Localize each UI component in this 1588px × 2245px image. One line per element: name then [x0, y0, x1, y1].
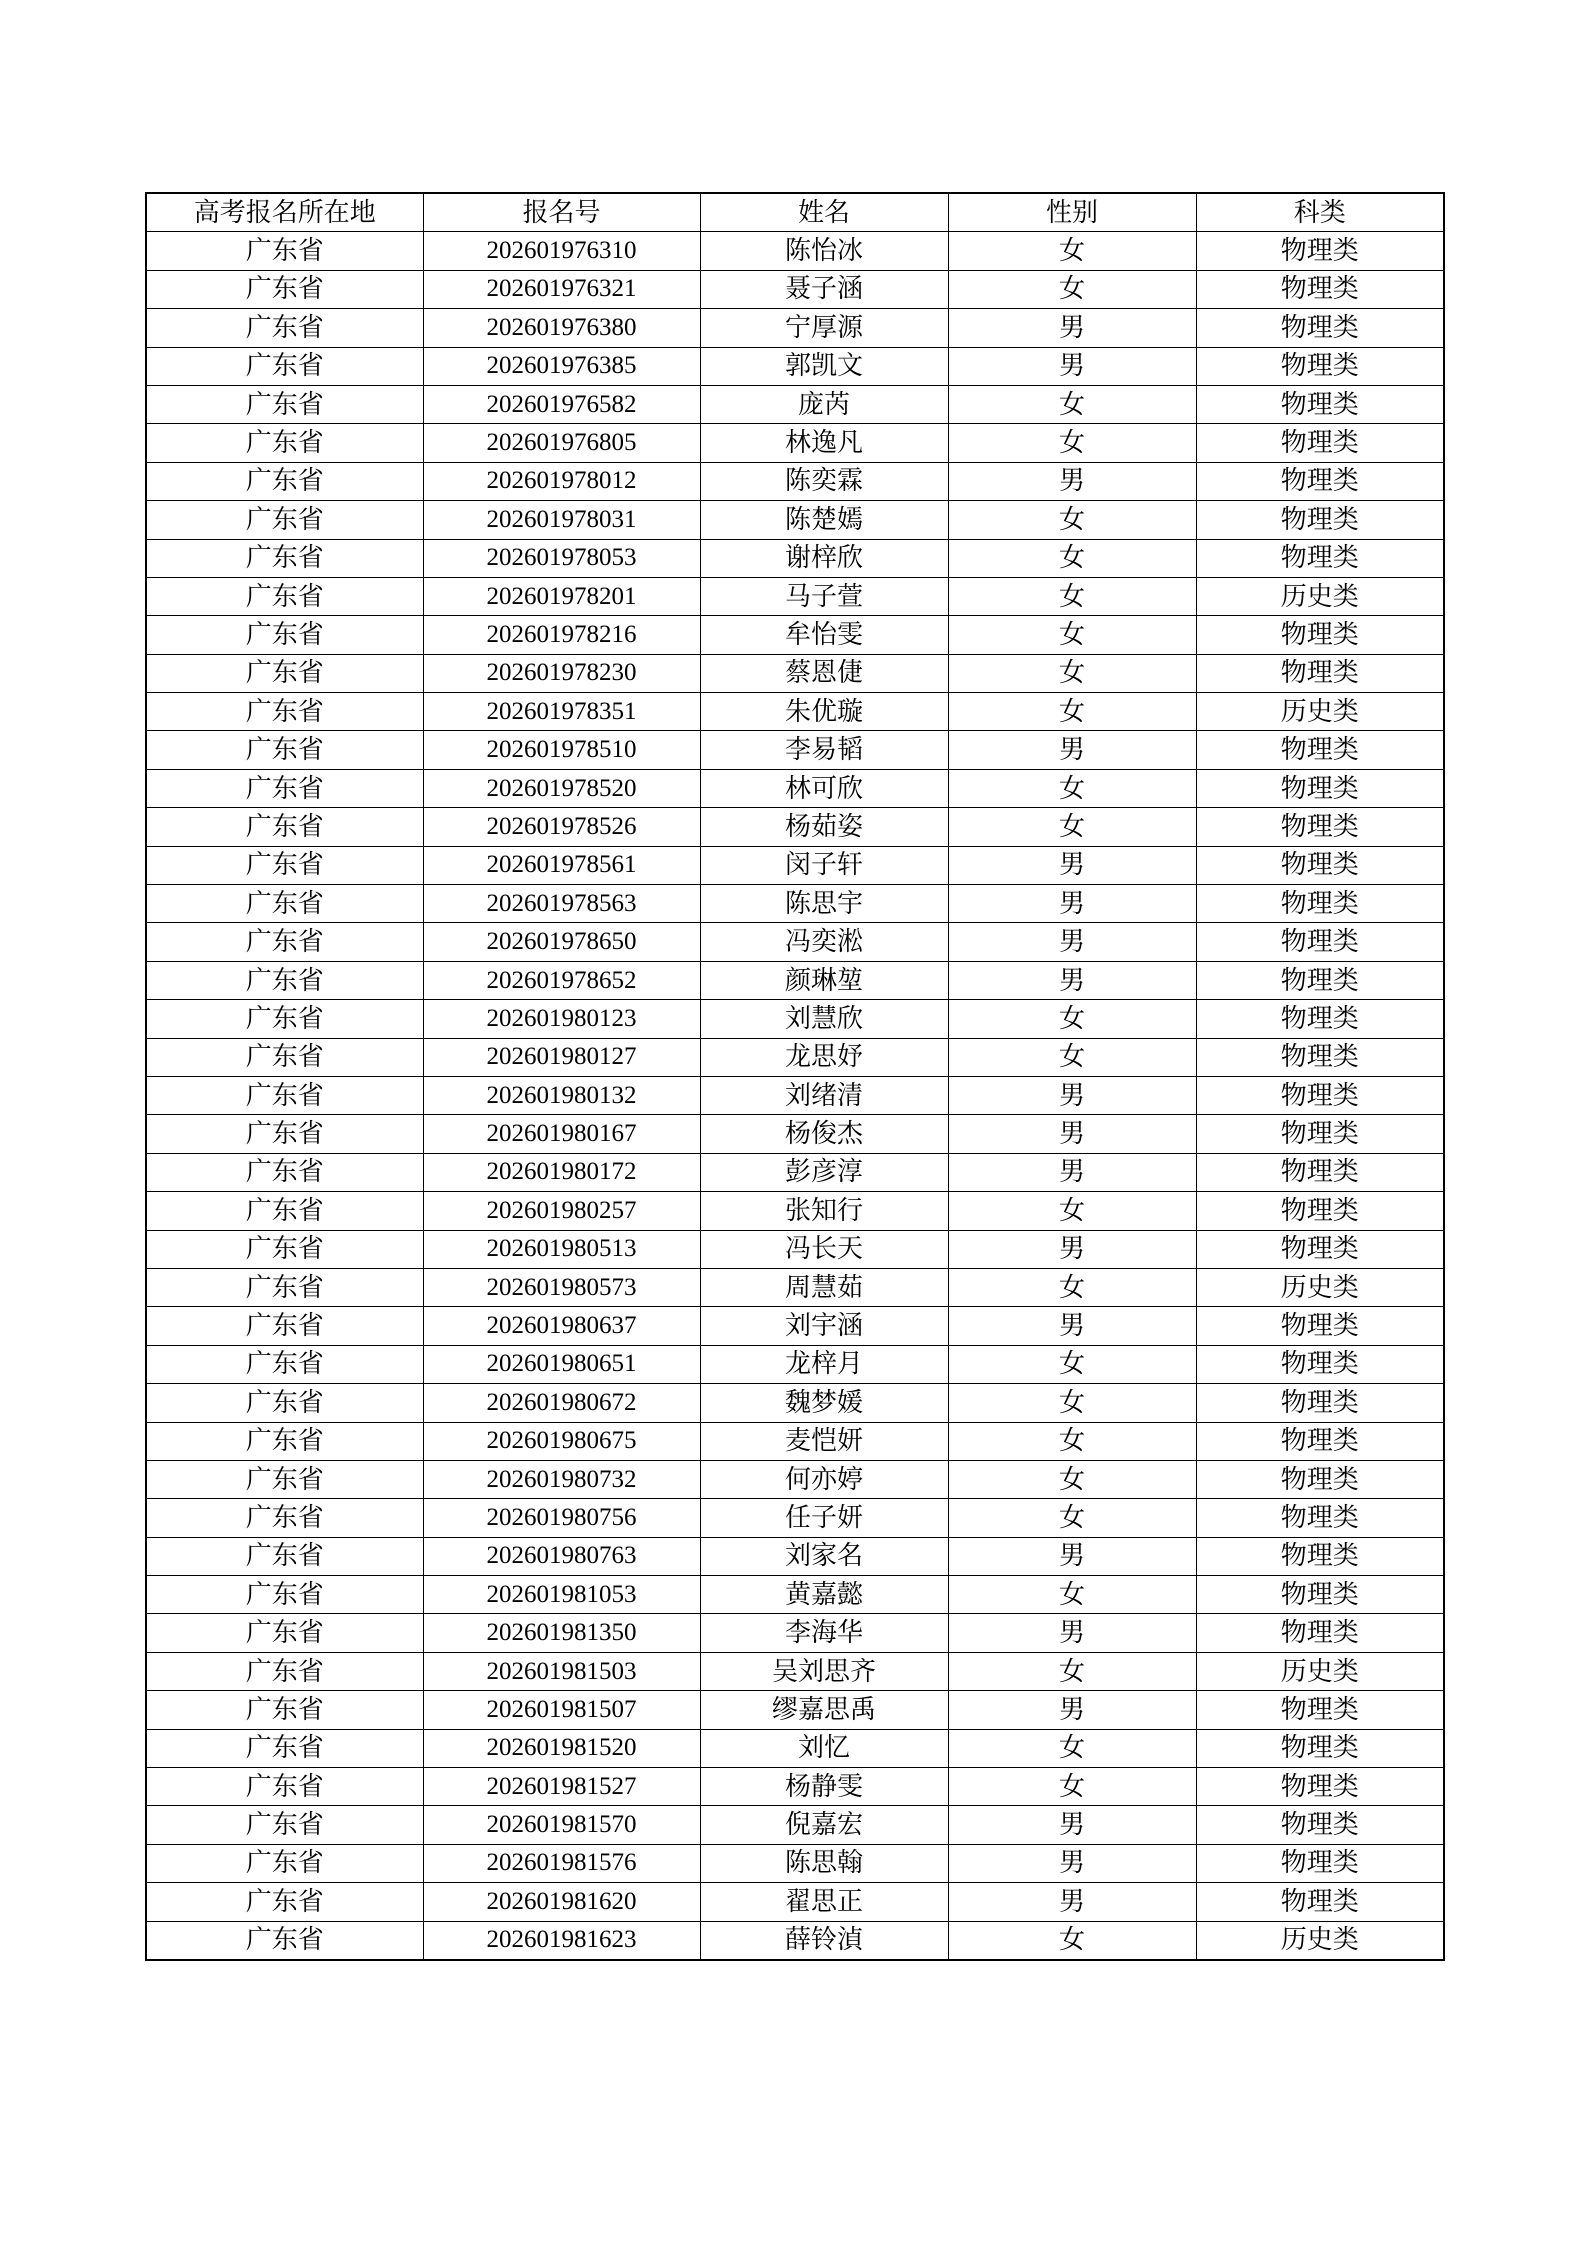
cell-name: 牟怡雯 — [700, 616, 948, 654]
cell-subject-category: 物理类 — [1196, 1115, 1444, 1153]
cell-location: 广东省 — [146, 1000, 423, 1038]
table-row — [146, 1614, 1444, 1652]
cell-location: 广东省 — [146, 347, 423, 385]
cell-name: 杨俊杰 — [700, 1115, 948, 1153]
cell-subject-category: 物理类 — [1196, 1345, 1444, 1383]
cell-subject-category: 物理类 — [1196, 1192, 1444, 1230]
cell-location: 广东省 — [146, 846, 423, 884]
cell-subject-category: 物理类 — [1196, 1384, 1444, 1422]
header-name: 姓名 — [700, 193, 948, 232]
cell-subject-category: 物理类 — [1196, 347, 1444, 385]
cell-location: 广东省 — [146, 1844, 423, 1882]
cell-subject-category: 历史类 — [1196, 577, 1444, 615]
cell-gender: 女 — [948, 1460, 1196, 1498]
cell-registration-number: 202601976380 — [423, 309, 700, 347]
cell-name: 陈奕霖 — [700, 462, 948, 500]
cell-gender: 女 — [948, 1921, 1196, 1960]
cell-registration-number: 202601980732 — [423, 1460, 700, 1498]
cell-name: 翟思正 — [700, 1883, 948, 1921]
cell-gender: 女 — [948, 1422, 1196, 1460]
cell-location: 广东省 — [146, 385, 423, 423]
cell-name: 朱优璇 — [700, 693, 948, 731]
table-row — [146, 731, 1444, 769]
table-row — [146, 1422, 1444, 1460]
cell-name: 麦恺妍 — [700, 1422, 948, 1460]
cell-name: 缪嘉思禹 — [700, 1691, 948, 1729]
cell-location: 广东省 — [146, 1614, 423, 1652]
cell-subject-category: 物理类 — [1196, 731, 1444, 769]
cell-subject-category: 物理类 — [1196, 808, 1444, 846]
cell-registration-number: 202601978216 — [423, 616, 700, 654]
cell-gender: 男 — [948, 961, 1196, 999]
cell-gender: 男 — [948, 1844, 1196, 1882]
cell-name: 吴刘思齐 — [700, 1652, 948, 1690]
cell-subject-category: 历史类 — [1196, 1268, 1444, 1306]
cell-name: 倪嘉宏 — [700, 1806, 948, 1844]
cell-subject-category: 历史类 — [1196, 1921, 1444, 1960]
table-row — [146, 424, 1444, 462]
cell-gender: 男 — [948, 1691, 1196, 1729]
cell-location: 广东省 — [146, 270, 423, 308]
cell-gender: 女 — [948, 270, 1196, 308]
cell-location: 广东省 — [146, 1115, 423, 1153]
cell-location: 广东省 — [146, 1691, 423, 1729]
cell-registration-number: 202601980172 — [423, 1153, 700, 1191]
cell-location: 广东省 — [146, 1806, 423, 1844]
cell-registration-number: 202601981503 — [423, 1652, 700, 1690]
cell-gender: 男 — [948, 1115, 1196, 1153]
cell-registration-number: 202601981520 — [423, 1729, 700, 1767]
table-row — [146, 1384, 1444, 1422]
cell-name: 蔡恩倢 — [700, 654, 948, 692]
cell-registration-number: 202601981527 — [423, 1768, 700, 1806]
cell-registration-number: 202601976310 — [423, 232, 700, 270]
cell-location: 广东省 — [146, 1153, 423, 1191]
cell-location: 广东省 — [146, 1921, 423, 1960]
cell-subject-category: 物理类 — [1196, 1153, 1444, 1191]
cell-location: 广东省 — [146, 1038, 423, 1076]
table-row — [146, 1307, 1444, 1345]
cell-location: 广东省 — [146, 1652, 423, 1690]
cell-location: 广东省 — [146, 885, 423, 923]
cell-registration-number: 202601981620 — [423, 1883, 700, 1921]
cell-name: 周慧茹 — [700, 1268, 948, 1306]
cell-registration-number: 202601980672 — [423, 1384, 700, 1422]
cell-subject-category: 物理类 — [1196, 539, 1444, 577]
cell-subject-category: 物理类 — [1196, 961, 1444, 999]
cell-subject-category: 物理类 — [1196, 1537, 1444, 1575]
cell-gender: 男 — [948, 1537, 1196, 1575]
cell-gender: 女 — [948, 1576, 1196, 1614]
cell-gender: 女 — [948, 385, 1196, 423]
cell-location: 广东省 — [146, 1076, 423, 1114]
cell-gender: 女 — [948, 577, 1196, 615]
cell-registration-number: 202601981570 — [423, 1806, 700, 1844]
cell-name: 龙梓月 — [700, 1345, 948, 1383]
table-row — [146, 232, 1444, 270]
cell-location: 广东省 — [146, 1230, 423, 1268]
cell-name: 龙思妤 — [700, 1038, 948, 1076]
cell-subject-category: 物理类 — [1196, 1768, 1444, 1806]
cell-subject-category: 物理类 — [1196, 385, 1444, 423]
cell-name: 魏梦媛 — [700, 1384, 948, 1422]
cell-name: 刘忆 — [700, 1729, 948, 1767]
cell-subject-category: 物理类 — [1196, 1499, 1444, 1537]
table-row — [146, 577, 1444, 615]
cell-subject-category: 物理类 — [1196, 1307, 1444, 1345]
table-row — [146, 1806, 1444, 1844]
cell-name: 庞芮 — [700, 385, 948, 423]
table-row — [146, 885, 1444, 923]
cell-name: 冯奕淞 — [700, 923, 948, 961]
cell-location: 广东省 — [146, 501, 423, 539]
cell-gender: 男 — [948, 462, 1196, 500]
cell-subject-category: 物理类 — [1196, 270, 1444, 308]
cell-subject-category: 物理类 — [1196, 1576, 1444, 1614]
cell-name: 李易韬 — [700, 731, 948, 769]
cell-gender: 女 — [948, 769, 1196, 807]
cell-location: 广东省 — [146, 1883, 423, 1921]
cell-location: 广东省 — [146, 1499, 423, 1537]
cell-registration-number: 202601976321 — [423, 270, 700, 308]
cell-name: 李海华 — [700, 1614, 948, 1652]
cell-gender: 女 — [948, 424, 1196, 462]
cell-location: 广东省 — [146, 654, 423, 692]
cell-location: 广东省 — [146, 769, 423, 807]
cell-subject-category: 物理类 — [1196, 1422, 1444, 1460]
table-row — [146, 1345, 1444, 1383]
cell-subject-category: 物理类 — [1196, 654, 1444, 692]
table-row — [146, 769, 1444, 807]
cell-registration-number: 202601980637 — [423, 1307, 700, 1345]
cell-gender: 女 — [948, 1192, 1196, 1230]
cell-registration-number: 202601981623 — [423, 1921, 700, 1960]
cell-gender: 女 — [948, 1384, 1196, 1422]
cell-name: 谢梓欣 — [700, 539, 948, 577]
cell-gender: 女 — [948, 616, 1196, 654]
cell-location: 广东省 — [146, 462, 423, 500]
cell-subject-category: 物理类 — [1196, 501, 1444, 539]
cell-name: 颜琳堃 — [700, 961, 948, 999]
cell-gender: 男 — [948, 1153, 1196, 1191]
cell-name: 林可欣 — [700, 769, 948, 807]
cell-registration-number: 202601980675 — [423, 1422, 700, 1460]
cell-gender: 男 — [948, 309, 1196, 347]
cell-gender: 女 — [948, 693, 1196, 731]
cell-registration-number: 202601980257 — [423, 1192, 700, 1230]
cell-registration-number: 202601981507 — [423, 1691, 700, 1729]
cell-gender: 男 — [948, 1076, 1196, 1114]
cell-registration-number: 202601978526 — [423, 808, 700, 846]
cell-gender: 女 — [948, 1000, 1196, 1038]
cell-registration-number: 202601978053 — [423, 539, 700, 577]
table-header — [146, 193, 1444, 232]
table-row — [146, 654, 1444, 692]
cell-name: 杨静雯 — [700, 1768, 948, 1806]
cell-registration-number: 202601980167 — [423, 1115, 700, 1153]
cell-subject-category: 物理类 — [1196, 846, 1444, 884]
cell-location: 广东省 — [146, 1192, 423, 1230]
cell-registration-number: 202601978351 — [423, 693, 700, 731]
table-row — [146, 693, 1444, 731]
table-row — [146, 270, 1444, 308]
cell-name: 黄嘉懿 — [700, 1576, 948, 1614]
cell-registration-number: 202601980127 — [423, 1038, 700, 1076]
cell-registration-number: 202601976385 — [423, 347, 700, 385]
table-row — [146, 846, 1444, 884]
cell-location: 广东省 — [146, 1729, 423, 1767]
table-row — [146, 1192, 1444, 1230]
cell-registration-number: 202601980123 — [423, 1000, 700, 1038]
table-row — [146, 1883, 1444, 1921]
cell-gender: 女 — [948, 539, 1196, 577]
cell-location: 广东省 — [146, 808, 423, 846]
cell-subject-category: 物理类 — [1196, 309, 1444, 347]
cell-registration-number: 202601981576 — [423, 1844, 700, 1882]
cell-registration-number: 202601978201 — [423, 577, 700, 615]
cell-registration-number: 202601981053 — [423, 1576, 700, 1614]
cell-subject-category: 历史类 — [1196, 1652, 1444, 1690]
table-row — [146, 616, 1444, 654]
cell-subject-category: 物理类 — [1196, 1460, 1444, 1498]
header-registration-number: 报名号 — [423, 193, 700, 232]
table-row — [146, 1230, 1444, 1268]
cell-name: 彭彦淳 — [700, 1153, 948, 1191]
table-row — [146, 1153, 1444, 1191]
table-row — [146, 1921, 1444, 1960]
cell-gender: 男 — [948, 846, 1196, 884]
cell-name: 杨茹姿 — [700, 808, 948, 846]
cell-gender: 女 — [948, 232, 1196, 270]
table-row — [146, 462, 1444, 500]
cell-location: 广东省 — [146, 1537, 423, 1575]
table-row — [146, 309, 1444, 347]
cell-gender: 女 — [948, 1768, 1196, 1806]
cell-gender: 男 — [948, 347, 1196, 385]
table-row — [146, 1729, 1444, 1767]
table-row — [146, 961, 1444, 999]
cell-gender: 女 — [948, 1652, 1196, 1690]
cell-gender: 男 — [948, 1230, 1196, 1268]
cell-name: 陈思翰 — [700, 1844, 948, 1882]
cell-name: 林逸凡 — [700, 424, 948, 462]
cell-gender: 男 — [948, 1806, 1196, 1844]
cell-registration-number: 202601978031 — [423, 501, 700, 539]
cell-name: 任子妍 — [700, 1499, 948, 1537]
cell-location: 广东省 — [146, 309, 423, 347]
cell-subject-category: 物理类 — [1196, 885, 1444, 923]
table-row — [146, 539, 1444, 577]
cell-name: 陈思宇 — [700, 885, 948, 923]
cell-name: 冯长天 — [700, 1230, 948, 1268]
cell-registration-number: 202601976805 — [423, 424, 700, 462]
cell-registration-number: 202601978561 — [423, 846, 700, 884]
table-row — [146, 1460, 1444, 1498]
cell-subject-category: 物理类 — [1196, 424, 1444, 462]
header-gender: 性别 — [948, 193, 1196, 232]
table-row — [146, 1268, 1444, 1306]
cell-name: 郭凯文 — [700, 347, 948, 385]
cell-name: 聂子涵 — [700, 270, 948, 308]
table-row — [146, 501, 1444, 539]
cell-location: 广东省 — [146, 539, 423, 577]
cell-gender: 女 — [948, 808, 1196, 846]
cell-registration-number: 202601980132 — [423, 1076, 700, 1114]
table-row — [146, 923, 1444, 961]
cell-name: 陈楚嫣 — [700, 501, 948, 539]
cell-subject-category: 物理类 — [1196, 1076, 1444, 1114]
table-body — [146, 232, 1444, 1960]
cell-name: 刘宇涵 — [700, 1307, 948, 1345]
cell-gender: 男 — [948, 1307, 1196, 1345]
cell-location: 广东省 — [146, 1768, 423, 1806]
cell-subject-category: 物理类 — [1196, 1691, 1444, 1729]
cell-location: 广东省 — [146, 1268, 423, 1306]
cell-gender: 女 — [948, 1729, 1196, 1767]
cell-name: 何亦婷 — [700, 1460, 948, 1498]
cell-registration-number: 202601980651 — [423, 1345, 700, 1383]
cell-location: 广东省 — [146, 961, 423, 999]
table-row — [146, 1537, 1444, 1575]
cell-name: 张知行 — [700, 1192, 948, 1230]
cell-location: 广东省 — [146, 1576, 423, 1614]
cell-name: 宁厚源 — [700, 309, 948, 347]
cell-gender: 男 — [948, 1614, 1196, 1652]
cell-name: 薛铃湞 — [700, 1921, 948, 1960]
cell-gender: 女 — [948, 654, 1196, 692]
cell-registration-number: 202601980756 — [423, 1499, 700, 1537]
table-row — [146, 1076, 1444, 1114]
table-row — [146, 1576, 1444, 1614]
cell-name: 马子萱 — [700, 577, 948, 615]
cell-subject-category: 物理类 — [1196, 1729, 1444, 1767]
cell-name: 刘慧欣 — [700, 1000, 948, 1038]
cell-registration-number: 202601978652 — [423, 961, 700, 999]
cell-name: 陈怡冰 — [700, 232, 948, 270]
cell-gender: 女 — [948, 1038, 1196, 1076]
table-row — [146, 1038, 1444, 1076]
table-row — [146, 1115, 1444, 1153]
cell-name: 闵子轩 — [700, 846, 948, 884]
cell-location: 广东省 — [146, 731, 423, 769]
header-registration-location: 高考报名所在地 — [146, 193, 423, 232]
table-row — [146, 1844, 1444, 1882]
cell-gender: 女 — [948, 501, 1196, 539]
cell-subject-category: 物理类 — [1196, 769, 1444, 807]
cell-subject-category: 物理类 — [1196, 1806, 1444, 1844]
cell-gender: 女 — [948, 1268, 1196, 1306]
cell-location: 广东省 — [146, 1460, 423, 1498]
header-row — [146, 193, 1444, 232]
table-row — [146, 1691, 1444, 1729]
cell-location: 广东省 — [146, 1345, 423, 1383]
cell-gender: 男 — [948, 1883, 1196, 1921]
cell-location: 广东省 — [146, 616, 423, 654]
cell-subject-category: 物理类 — [1196, 1038, 1444, 1076]
cell-location: 广东省 — [146, 923, 423, 961]
cell-subject-category: 物理类 — [1196, 923, 1444, 961]
cell-registration-number: 202601978650 — [423, 923, 700, 961]
cell-location: 广东省 — [146, 424, 423, 462]
table-row — [146, 808, 1444, 846]
cell-gender: 男 — [948, 731, 1196, 769]
cell-gender: 男 — [948, 923, 1196, 961]
header-subject-category: 科类 — [1196, 193, 1444, 232]
cell-gender: 男 — [948, 885, 1196, 923]
cell-registration-number: 202601978230 — [423, 654, 700, 692]
cell-registration-number: 202601978520 — [423, 769, 700, 807]
cell-registration-number: 202601978563 — [423, 885, 700, 923]
table-row — [146, 1499, 1444, 1537]
table-row — [146, 1652, 1444, 1690]
table-row — [146, 347, 1444, 385]
cell-location: 广东省 — [146, 1384, 423, 1422]
cell-registration-number: 202601980763 — [423, 1537, 700, 1575]
student-roster-table — [145, 192, 1445, 1961]
cell-location: 广东省 — [146, 232, 423, 270]
cell-name: 刘绪清 — [700, 1076, 948, 1114]
cell-registration-number: 202601980573 — [423, 1268, 700, 1306]
cell-registration-number: 202601976582 — [423, 385, 700, 423]
cell-location: 广东省 — [146, 1422, 423, 1460]
cell-location: 广东省 — [146, 1307, 423, 1345]
cell-name: 刘家名 — [700, 1537, 948, 1575]
cell-registration-number: 202601980513 — [423, 1230, 700, 1268]
cell-subject-category: 物理类 — [1196, 232, 1444, 270]
cell-subject-category: 物理类 — [1196, 462, 1444, 500]
cell-subject-category: 物理类 — [1196, 616, 1444, 654]
cell-registration-number: 202601981350 — [423, 1614, 700, 1652]
cell-subject-category: 物理类 — [1196, 1614, 1444, 1652]
cell-subject-category: 历史类 — [1196, 693, 1444, 731]
cell-gender: 女 — [948, 1499, 1196, 1537]
cell-gender: 女 — [948, 1345, 1196, 1383]
cell-registration-number: 202601978510 — [423, 731, 700, 769]
cell-subject-category: 物理类 — [1196, 1844, 1444, 1882]
cell-subject-category: 物理类 — [1196, 1883, 1444, 1921]
cell-subject-category: 物理类 — [1196, 1230, 1444, 1268]
cell-location: 广东省 — [146, 693, 423, 731]
document-page — [145, 192, 1445, 1961]
cell-subject-category: 物理类 — [1196, 1000, 1444, 1038]
table-row — [146, 385, 1444, 423]
cell-location: 广东省 — [146, 577, 423, 615]
table-row — [146, 1768, 1444, 1806]
cell-registration-number: 202601978012 — [423, 462, 700, 500]
table-row — [146, 1000, 1444, 1038]
